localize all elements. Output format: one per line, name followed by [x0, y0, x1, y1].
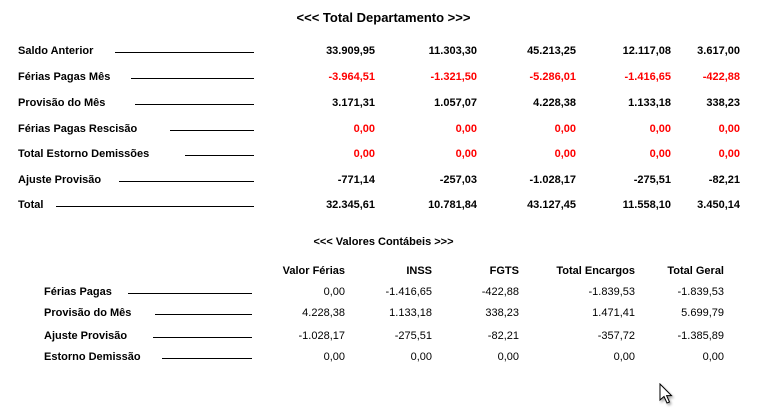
cell-value: -357,72	[597, 330, 635, 342]
row-label: Estorno Demissão	[44, 351, 141, 363]
section-title-valores-contabeis: <<< Valores Contábeis >>>	[313, 236, 454, 248]
cell-value: 1.133,18	[628, 97, 671, 109]
cell-value: -1.839,53	[677, 286, 724, 298]
cell-value: -422,88	[702, 71, 740, 83]
total-row	[18, 71, 748, 85]
accounting-row	[44, 307, 734, 321]
row-label: Provisão do Mês	[44, 307, 132, 319]
total-row	[18, 174, 748, 188]
cell-value: 0,00	[702, 351, 724, 363]
cell-value: 11.558,10	[622, 199, 671, 211]
column-header: Total Encargos	[556, 265, 635, 277]
cell-value: 0,00	[410, 351, 432, 363]
cell-value: -1.385,89	[677, 330, 724, 342]
cell-value: 0,00	[718, 123, 740, 135]
cell-value: 0,00	[455, 123, 477, 135]
row-label: Ajuste Provisão	[44, 330, 128, 342]
row-label: Total	[18, 199, 44, 211]
cell-value: 12.117,08	[622, 45, 671, 57]
cell-value: 0,00	[554, 148, 576, 160]
cell-value: -275,51	[394, 330, 432, 342]
accounting-row	[44, 351, 734, 365]
cell-value: -3.964,51	[328, 71, 375, 83]
leader-line	[131, 78, 254, 79]
cell-value: 11.303,30	[428, 45, 477, 57]
leader-line	[162, 358, 252, 359]
cell-value: 0,00	[455, 148, 477, 160]
mouse-pointer-icon	[659, 383, 679, 409]
cell-value: 338,23	[485, 307, 519, 319]
cell-value: -422,88	[481, 286, 519, 298]
cell-value: 0,00	[613, 351, 635, 363]
total-row	[18, 97, 748, 111]
leader-line	[56, 206, 254, 207]
column-header: FGTS	[489, 265, 519, 277]
leader-line	[115, 52, 254, 53]
cell-value: 0,00	[353, 123, 375, 135]
cell-value: -5.286,01	[529, 71, 576, 83]
cell-value: 1.133,18	[389, 307, 432, 319]
cell-value: 0,00	[353, 148, 375, 160]
total-row	[18, 199, 748, 213]
cell-value: 3.450,14	[697, 199, 740, 211]
cell-value: 4.228,38	[302, 307, 345, 319]
row-label: Provisão do Mês	[18, 97, 106, 109]
cell-value: 1.057,07	[434, 97, 477, 109]
cell-value: 0,00	[649, 148, 671, 160]
row-label: Total Estorno Demissões	[18, 148, 150, 160]
cell-value: -771,14	[337, 174, 375, 186]
leader-line	[153, 337, 252, 338]
cell-value: 4.228,38	[533, 97, 576, 109]
column-header: Total Geral	[667, 265, 724, 277]
leader-line	[135, 104, 254, 105]
cell-value: -257,03	[439, 174, 477, 186]
leader-line	[128, 293, 252, 294]
total-row	[18, 123, 748, 137]
cell-value: -82,21	[487, 330, 519, 342]
total-row	[18, 148, 748, 162]
row-label: Férias Pagas	[44, 286, 112, 298]
leader-line	[119, 181, 254, 182]
total-row	[18, 45, 748, 59]
cell-value: 0,00	[649, 123, 671, 135]
cell-value: 3.171,31	[332, 97, 375, 109]
cell-value: -1.416,65	[385, 286, 432, 298]
cell-value: 0,00	[554, 123, 576, 135]
cell-value: -82,21	[708, 174, 740, 186]
cell-value: 1.471,41	[592, 307, 635, 319]
cell-value: -1.028,17	[298, 330, 345, 342]
cell-value: -1.321,50	[430, 71, 477, 83]
column-header: Valor Férias	[282, 265, 345, 277]
accounting-row	[44, 330, 734, 344]
cell-value: 43.127,45	[527, 199, 576, 211]
leader-line	[185, 155, 254, 156]
section-title-total-departamento: <<< Total Departamento >>>	[296, 10, 471, 25]
cell-value: 5.699,79	[681, 307, 724, 319]
cell-value: 0,00	[497, 351, 519, 363]
cell-value: 10.781,84	[428, 199, 477, 211]
cell-value: 33.909,95	[326, 45, 375, 57]
leader-line	[170, 130, 254, 131]
leader-line	[155, 314, 252, 315]
cell-value: 3.617,00	[697, 45, 740, 57]
column-header: INSS	[406, 265, 432, 277]
row-label: Ajuste Provisão	[18, 174, 102, 186]
cell-value: -1.028,17	[529, 174, 576, 186]
row-label: Férias Pagas Mês	[18, 71, 111, 83]
accounting-row	[44, 286, 734, 300]
cell-value: 45.213,25	[527, 45, 576, 57]
cell-value: 0,00	[718, 148, 740, 160]
cell-value: -1.416,65	[624, 71, 671, 83]
cell-value: 0,00	[323, 351, 345, 363]
row-label: Saldo Anterior	[18, 45, 94, 57]
row-label: Férias Pagas Rescisão	[18, 123, 138, 135]
cell-value: 32.345,61	[326, 199, 375, 211]
cell-value: -275,51	[633, 174, 671, 186]
cell-value: -1.839,53	[588, 286, 635, 298]
cell-value: 338,23	[706, 97, 740, 109]
cell-value: 0,00	[323, 286, 345, 298]
